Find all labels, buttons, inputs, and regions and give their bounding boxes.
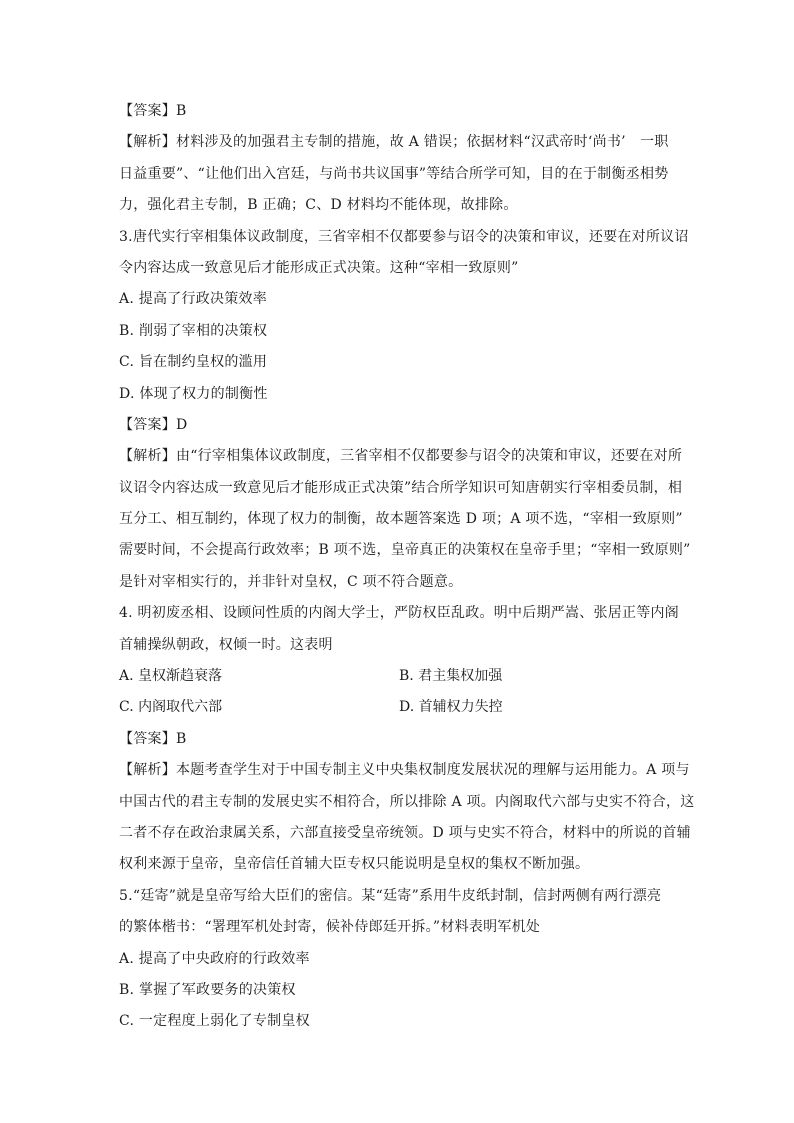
question-3-line: 3.唐代实行宰相集体议政制度，三省宰相不仅都要参与诏令的决策和审议，还要在对所议诏 bbox=[119, 228, 689, 245]
question-4-option-d: D. 首辅权力失控 bbox=[399, 699, 503, 716]
question-4-options-row-1 bbox=[119, 666, 679, 686]
question-5-option-c: C. 一定程度上弱化了专制皇权 bbox=[119, 1013, 310, 1030]
analysis-line: 互分工、相互制约，体现了权力的制衡，故本题答案选 D 项；A 项不选，“宰相一致原则” bbox=[119, 511, 683, 528]
document-page bbox=[119, 101, 695, 1043]
analysis-line: 【解析】由“行宰相集体议政制度，三省宰相不仅都要参与诏令的决策和审议，还要在对所 bbox=[119, 448, 683, 465]
question-4-line: 4. 明初废丞相、设顾问性质的内阁大学士，严防权臣乱政。明中后期严嵩、张居正等内阁 bbox=[119, 605, 680, 622]
question-4-option-c: C. 内阁取代六部 bbox=[119, 699, 223, 716]
question-3-option-a: A. 提高了行政决策效率 bbox=[119, 291, 268, 308]
question-4-line: 首辅操纵朝政，权倾一时。这表明 bbox=[119, 636, 333, 653]
question-3-option-c: C. 旨在制约皇权的滥用 bbox=[119, 354, 268, 371]
answer-line: 【答案】B bbox=[119, 103, 187, 119]
question-4-option-a: A. 皇权渐趋衰落 bbox=[119, 668, 223, 685]
question-5-option-a: A. 提高了中央政府的行政效率 bbox=[119, 950, 310, 967]
analysis-line: 【解析】本题考查学生对于中国专制主义中央集权制度发展状况的理解与运用能力。A 项与 bbox=[119, 762, 690, 779]
analysis-line: 权利来源于皇帝，皇帝信任首辅大臣专权只能说明是皇权的集权不断加强。 bbox=[119, 856, 590, 873]
analysis-line: 需要时间，不会提高行政效率；B 项不选，皇帝真正的决策权在皇帝手里；“宰相一致原则” bbox=[119, 542, 691, 559]
question-5-line: 5.“廷寄”就是皇帝写给大臣们的密信。某“廷寄”系用牛皮纸封制，信封两侧有两行漂亮 bbox=[119, 887, 662, 904]
question-4-option-b: B. 君主集权加强 bbox=[399, 668, 503, 685]
question-3-option-b: B. 削弱了宰相的决策权 bbox=[119, 322, 268, 339]
question-5-option-b: B. 掌握了军政要务的决策权 bbox=[119, 981, 296, 998]
analysis-line: 力，强化君主专制，B 正确；C、D 材料均不能体现，故排除。 bbox=[119, 197, 518, 214]
analysis-line: 是针对宰相实行的，并非针对皇权，C 项不符合题意。 bbox=[119, 573, 463, 590]
analysis-line: 二者不存在政治隶属关系，六部直接受皇帝统领。D 项与史实不符合，材料中的所说的首辅 bbox=[119, 824, 691, 841]
answer-line: 【答案】B bbox=[119, 730, 187, 747]
answer-line: 【答案】D bbox=[119, 416, 188, 433]
question-4-options-row-2 bbox=[119, 697, 679, 717]
analysis-line: 中国古代的君主专制的发展史实不相符合，所以排除 A 项。内阁取代六部与史实不符合，这 bbox=[119, 793, 695, 810]
analysis-line: 日益重要”、“让他们出入宫廷，与尚书共议国事”等结合所学可知，目的在于制衡丞相势 bbox=[119, 165, 669, 182]
question-5-line: 的繁体楷书：“署理军机处封寄，候补侍郎廷开拆。”材料表明军机处 bbox=[119, 919, 541, 936]
analysis-line: 议诏令内容达成一致意见后才能形成正式决策”结合所学知识可知唐朝实行宰相委员制，相 bbox=[119, 479, 683, 496]
question-3-option-d: D. 体现了权力的制衡性 bbox=[119, 385, 268, 402]
analysis-line: 【解析】材料涉及的加强君主专制的措施，故 A 错误；依据材料“汉武帝时‘尚书’ 一职 bbox=[119, 134, 669, 151]
question-3-line: 令内容达成一致意见后才能形成正式决策。这种“宰相一致原则” bbox=[119, 259, 519, 276]
